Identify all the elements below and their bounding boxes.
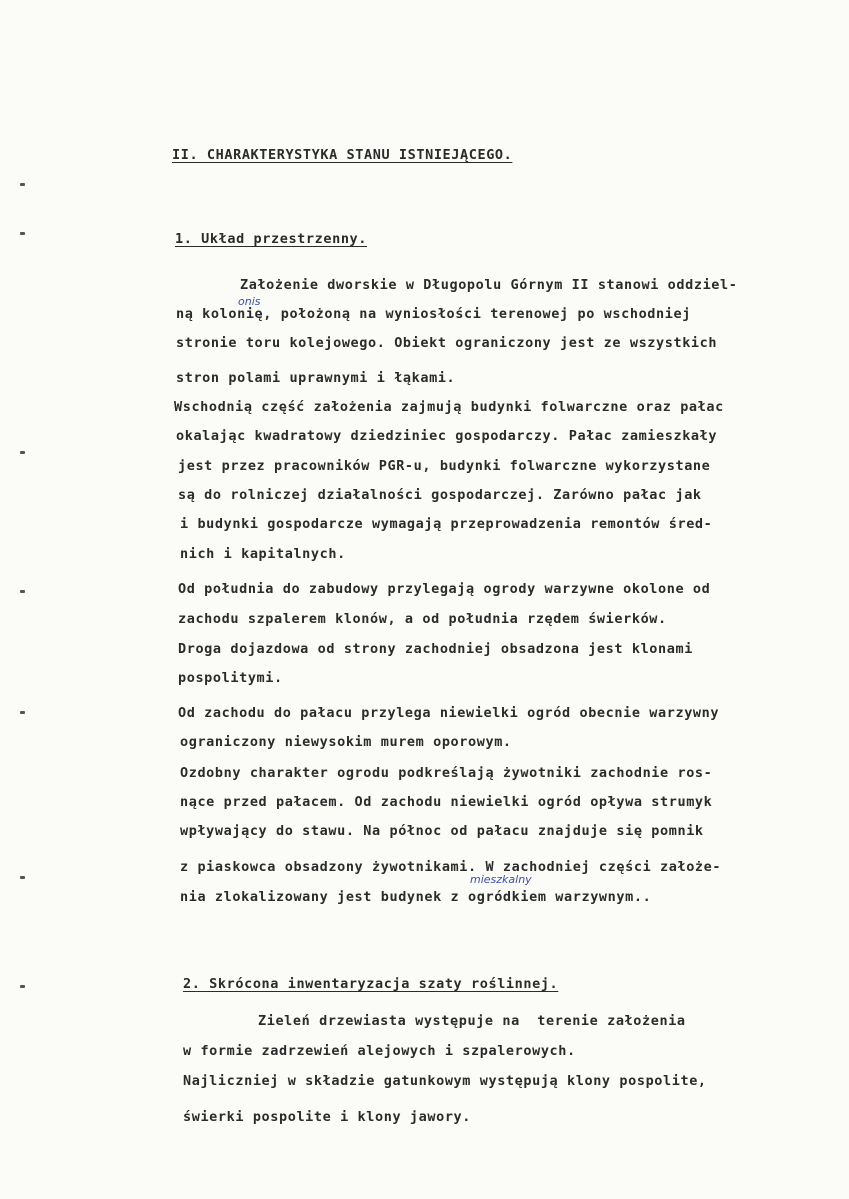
- section-1-line: jest przez pracowników PGR-u, budynki folwarczne wykorzystane: [178, 458, 711, 474]
- section-1-title: 1. Układ przestrzenny.: [175, 231, 368, 247]
- section-2-line: Najliczniej w składzie gatunkowym występują klony pospolite,: [183, 1073, 707, 1089]
- section-1-line: nich i kapitalnych.: [180, 546, 346, 562]
- margin-mark: [20, 451, 25, 454]
- section-2-line: Zieleń drzewiasta występuje na terenie założenia: [258, 1013, 686, 1029]
- section-1-line: Od południa do zabudowy przylegają ogrody warzywne okolone od: [178, 581, 711, 597]
- section-1-line: Droga dojazdowa od strony zachodniej obsadzona jest klonami: [178, 641, 693, 657]
- margin-mark: [20, 590, 25, 593]
- section-1-line: okalając kwadratowy dziedziniec gospodarczy. Pałac zamieszkały: [176, 428, 718, 444]
- section-1-line: stronie toru kolejowego. Obiekt ograniczony jest ze wszystkich: [176, 335, 718, 351]
- section-1-line: wpływający do stawu. Na północ od pałacu znajduje się pomnik: [180, 823, 704, 839]
- section-1-line: Od zachodu do pałacu przylega niewielki ogród obecnie warzywny: [178, 705, 720, 721]
- section-1-line: Wschodnią część założenia zajmują budynki folwarczne oraz pałac: [174, 399, 724, 415]
- section-1-line: zachodu szpalerem klonów, a od południa rzędem świerków.: [178, 611, 667, 627]
- margin-mark: [20, 876, 25, 879]
- document-heading: II. CHARAKTERYSTYKA STANU ISTNIEJĄCEGO.: [172, 147, 513, 163]
- section-1-line: Ozdobny charakter ogrodu podkreślają żywotniki zachodnie ros-: [180, 765, 713, 781]
- margin-mark: [20, 711, 25, 714]
- section-1-line: stron polami uprawnymi i łąkami.: [176, 370, 456, 386]
- section-1-line: ograniczony niewysokim murem oporowym.: [180, 734, 512, 750]
- handwritten-correction: mieszkalny: [470, 873, 532, 886]
- handwritten-correction: onis: [238, 295, 261, 308]
- section-2-line: w formie zadrzewień alejowych i szpalerowych.: [183, 1043, 576, 1059]
- section-1-line: nia zlokalizowany jest budynek z ogródkiem warzywnym..: [180, 889, 652, 905]
- margin-mark: [20, 232, 25, 235]
- section-1-line: nące przed pałacem. Od zachodu niewielki ogród opływa strumyk: [180, 794, 713, 810]
- section-1-line: z piaskowca obsadzony żywotnikami. W zachodniej części założe-: [180, 859, 722, 875]
- margin-mark: [20, 985, 25, 988]
- section-1-line: pospolitymi.: [178, 670, 283, 686]
- section-2-line: świerki pospolite i klony jawory.: [183, 1109, 472, 1125]
- section-1-line: są do rolniczej działalności gospodarczej. Zarówno pałac jak: [178, 487, 702, 503]
- section-1-line: ną kolonię, położoną na wyniosłości terenowej po wschodniej: [176, 306, 691, 322]
- margin-mark: [20, 183, 25, 186]
- section-2-title: 2. Skrócona inwentaryzacja szaty roślinnej.: [183, 976, 559, 992]
- section-1-line: Założenie dworskie w Długopolu Górnym II stanowi oddziel-: [240, 277, 738, 293]
- section-1-line: i budynki gospodarcze wymagają przeprowadzenia remontów śred-: [180, 516, 713, 532]
